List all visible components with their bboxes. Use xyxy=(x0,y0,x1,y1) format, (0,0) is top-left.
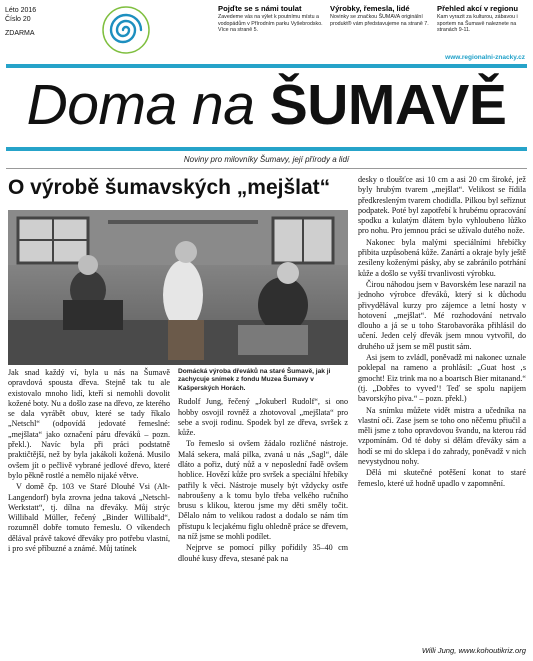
price-label: ZDARMA xyxy=(5,30,35,37)
teaser-text: Kam vyrazit za kulturou, zábavou i sportem na Šumavě naleznete na stranách 9-11. xyxy=(437,14,518,34)
paragraph: Nakonec byla malými speciálními hřebíčky přibita uzpůsobená kůže. Zanártí a okraje byly ještě zesíleny koženými pásky, aby se zabránilo potrhání kůže a došlo se vyšší trvanlivosti výrobku. xyxy=(358,237,526,278)
paragraph: Rudolf Jung, řečený „Jokuberl Rudolf“, si ono hobby osvojil rovněž a zhotovoval „mejšlata“ pro sebe a svoji rodinu. Spodek byl ze dřeva, svršek z kůže. xyxy=(178,397,348,438)
sumava-logo xyxy=(98,4,154,60)
teaser-products[interactable] xyxy=(330,4,434,27)
website-link[interactable]: www.regionalni-znacky.cz xyxy=(445,54,525,61)
paragraph: desky o tloušťce asi 10 cm a asi 20 cm široké, jež byly hrubým tvarem „mejšlat“. Velikost se řídila předkresleným tvarem chodidla. Pilkou byl seříznut podpatek. Poté byl zapotřebí k hrubému opracování spodku a kulatým dlátem bylo vyhloubeno lůžko pro nohu. Pro jemnou práci se užívalo dutého nože. xyxy=(358,175,526,236)
newspaper-header xyxy=(0,0,533,64)
paragraph: Čirou náhodou jsem v Bavorském lese narazil na jednoho výrobce dřeváků, který si k důchodu přivydělával kurzy pro zájemce a letní hosty v hotovení „mejšlat“. Mé rozhodování netrvalo dlouho a já se u toho Starobavoráka přihlásil do učení. Jeden celý dřevák jsem mnou vytvořil, do druhého už jsem se měl pustit sám. xyxy=(358,279,526,351)
issue-number: Číslo 20 xyxy=(5,16,31,23)
paragraph: V domě čp. 103 ve Staré Dlouhé Vsi (Alt-Langendorf) byla zrovna jedna taková „Netschl-Werkstatt“, tj. dílna na dřeváky. Můj strýc Willibald Müller, řečený „Binder Willibald“, rozumněl dobře tomuto řemeslu. O víkendech dělával právě takové dřeváky pro potřebu vlastní, i pro své příbuzné a známé. Můj tatínek xyxy=(8,482,170,554)
teaser-title: Pojďte se s námi toulat xyxy=(218,4,302,13)
season-label: Léto 2016 xyxy=(5,7,37,14)
workshop-photo xyxy=(8,210,348,365)
tagline: Noviny pro milovníky Šumavy, její přírody a lidí xyxy=(183,155,350,164)
article-column-3 xyxy=(358,175,526,645)
teaser-events[interactable] xyxy=(437,4,531,34)
teaser-title: Přehled akcí v regionu xyxy=(437,4,519,13)
paragraph: Nejprve se pomocí pilky pořídily 35–40 cm dlouhé kusy dřeva, stesané pak na xyxy=(178,543,348,563)
author-credit[interactable]: Willi Jung, www.kohoutikriz.org xyxy=(421,646,526,655)
header-rule xyxy=(6,64,527,68)
article-column-1 xyxy=(8,368,170,660)
masthead-title xyxy=(0,72,533,138)
issue-info xyxy=(5,6,36,38)
teaser-text: Zavedeme vás na výlet k poutnímu místu a vodopádům v Přírodním parku Vyšebrodsko. Více na straně 5. xyxy=(218,14,323,34)
paragraph: To řemeslo si ovšem žádalo rozličné nástroje. Malá sekera, malá pilka, zvaná u nás „Sagl“, dále dláto a pořiz, dutý nůž a v neposlední řadě ovšem hoblice. Hovězí kůže pro svršek a speciální hřebíky patřily k věci. Nástroje musely být vždycky ostře nabroušeny a k tomu bylo třeba velkého ručního brusu s klikou, kterou jsme my děti směly točit. Dělalo nám to velikou radost a dodalo se nám tím přístupu k lecjakému figlu ohledně práce se dřevem, na níž jsme se mohli podílet. xyxy=(178,439,348,542)
teaser-title: Výrobky, řemesla, lidé xyxy=(330,4,410,13)
photo-illustration xyxy=(8,210,348,365)
paragraph: Asi jsem to zvládl, poněvadž mi nakonec uznale poklepal na rameno a prohlásil: „Guat host ‚s gmocht! Eiz trink ma no a boartsch Bier mitanand.“ (tj. „Dobřes to vyved’! Teď se spolu napijem bavorskýho piva.“ – pozn. překl.) xyxy=(358,353,526,404)
article-column-2 xyxy=(178,368,348,660)
masthead-rule xyxy=(6,147,527,151)
photo-caption: Domácká výroba dřeváků na staré Šumavě, jak ji zachycuje snímek z fondu Muzea Šumavy v Kašperských Horách. xyxy=(178,368,331,392)
paragraph: Jak snad každý ví, byla u nás na Šumavě opravdová spousta dřeva. Stejně tak tu ale existovalo mnoho lidí, kteří si nemohli dovolit kožené boty. Nu a došlo zase na dřevo, ze kterého se dala vyrábět obuv, které se tady říkalo „Netschl“ (odpovídá jedovaté řemeslné: „mejšlata“ jako označení páru dřeváků – pozn. překl.). Navíc byla při práci podstatně praktičtější, než by byla jakákoli kožená. Musilo ovšem jít o pečlivě vybrané jedlové dřevo, které bylo pěkně rostlé a nemělo nijaké větve. xyxy=(8,368,170,480)
teaser-trips[interactable] xyxy=(218,4,326,34)
article-headline: O výrobě šumavských „mejšlat“ xyxy=(8,176,331,199)
paragraph: Dělá mi skutečné potěšení konat to staré řemeslo, které už hodně upadlo v zapomnění. xyxy=(358,468,526,488)
paragraph: Na snímku můžete vidět mistra a učedníka na vlastní oči. Zase jsem se toho ono něčemu přiučil a měli jsme z toho opravdovou švandu, na kterou rád vzpomínám. Od té doby si dělám dřeváky sám a hodí se mi do sklepa i do zahrady, poněvadž v nich nevystydnou nohy. xyxy=(358,405,526,467)
masthead-part1: Doma na xyxy=(26,73,270,137)
teaser-text: Novinky se značkou ŠUMAVA originální produkt® vám představujeme na straně 7. xyxy=(330,14,429,27)
masthead-part2: ŠUMAVĚ xyxy=(269,73,507,137)
tagline-rule xyxy=(6,168,527,169)
